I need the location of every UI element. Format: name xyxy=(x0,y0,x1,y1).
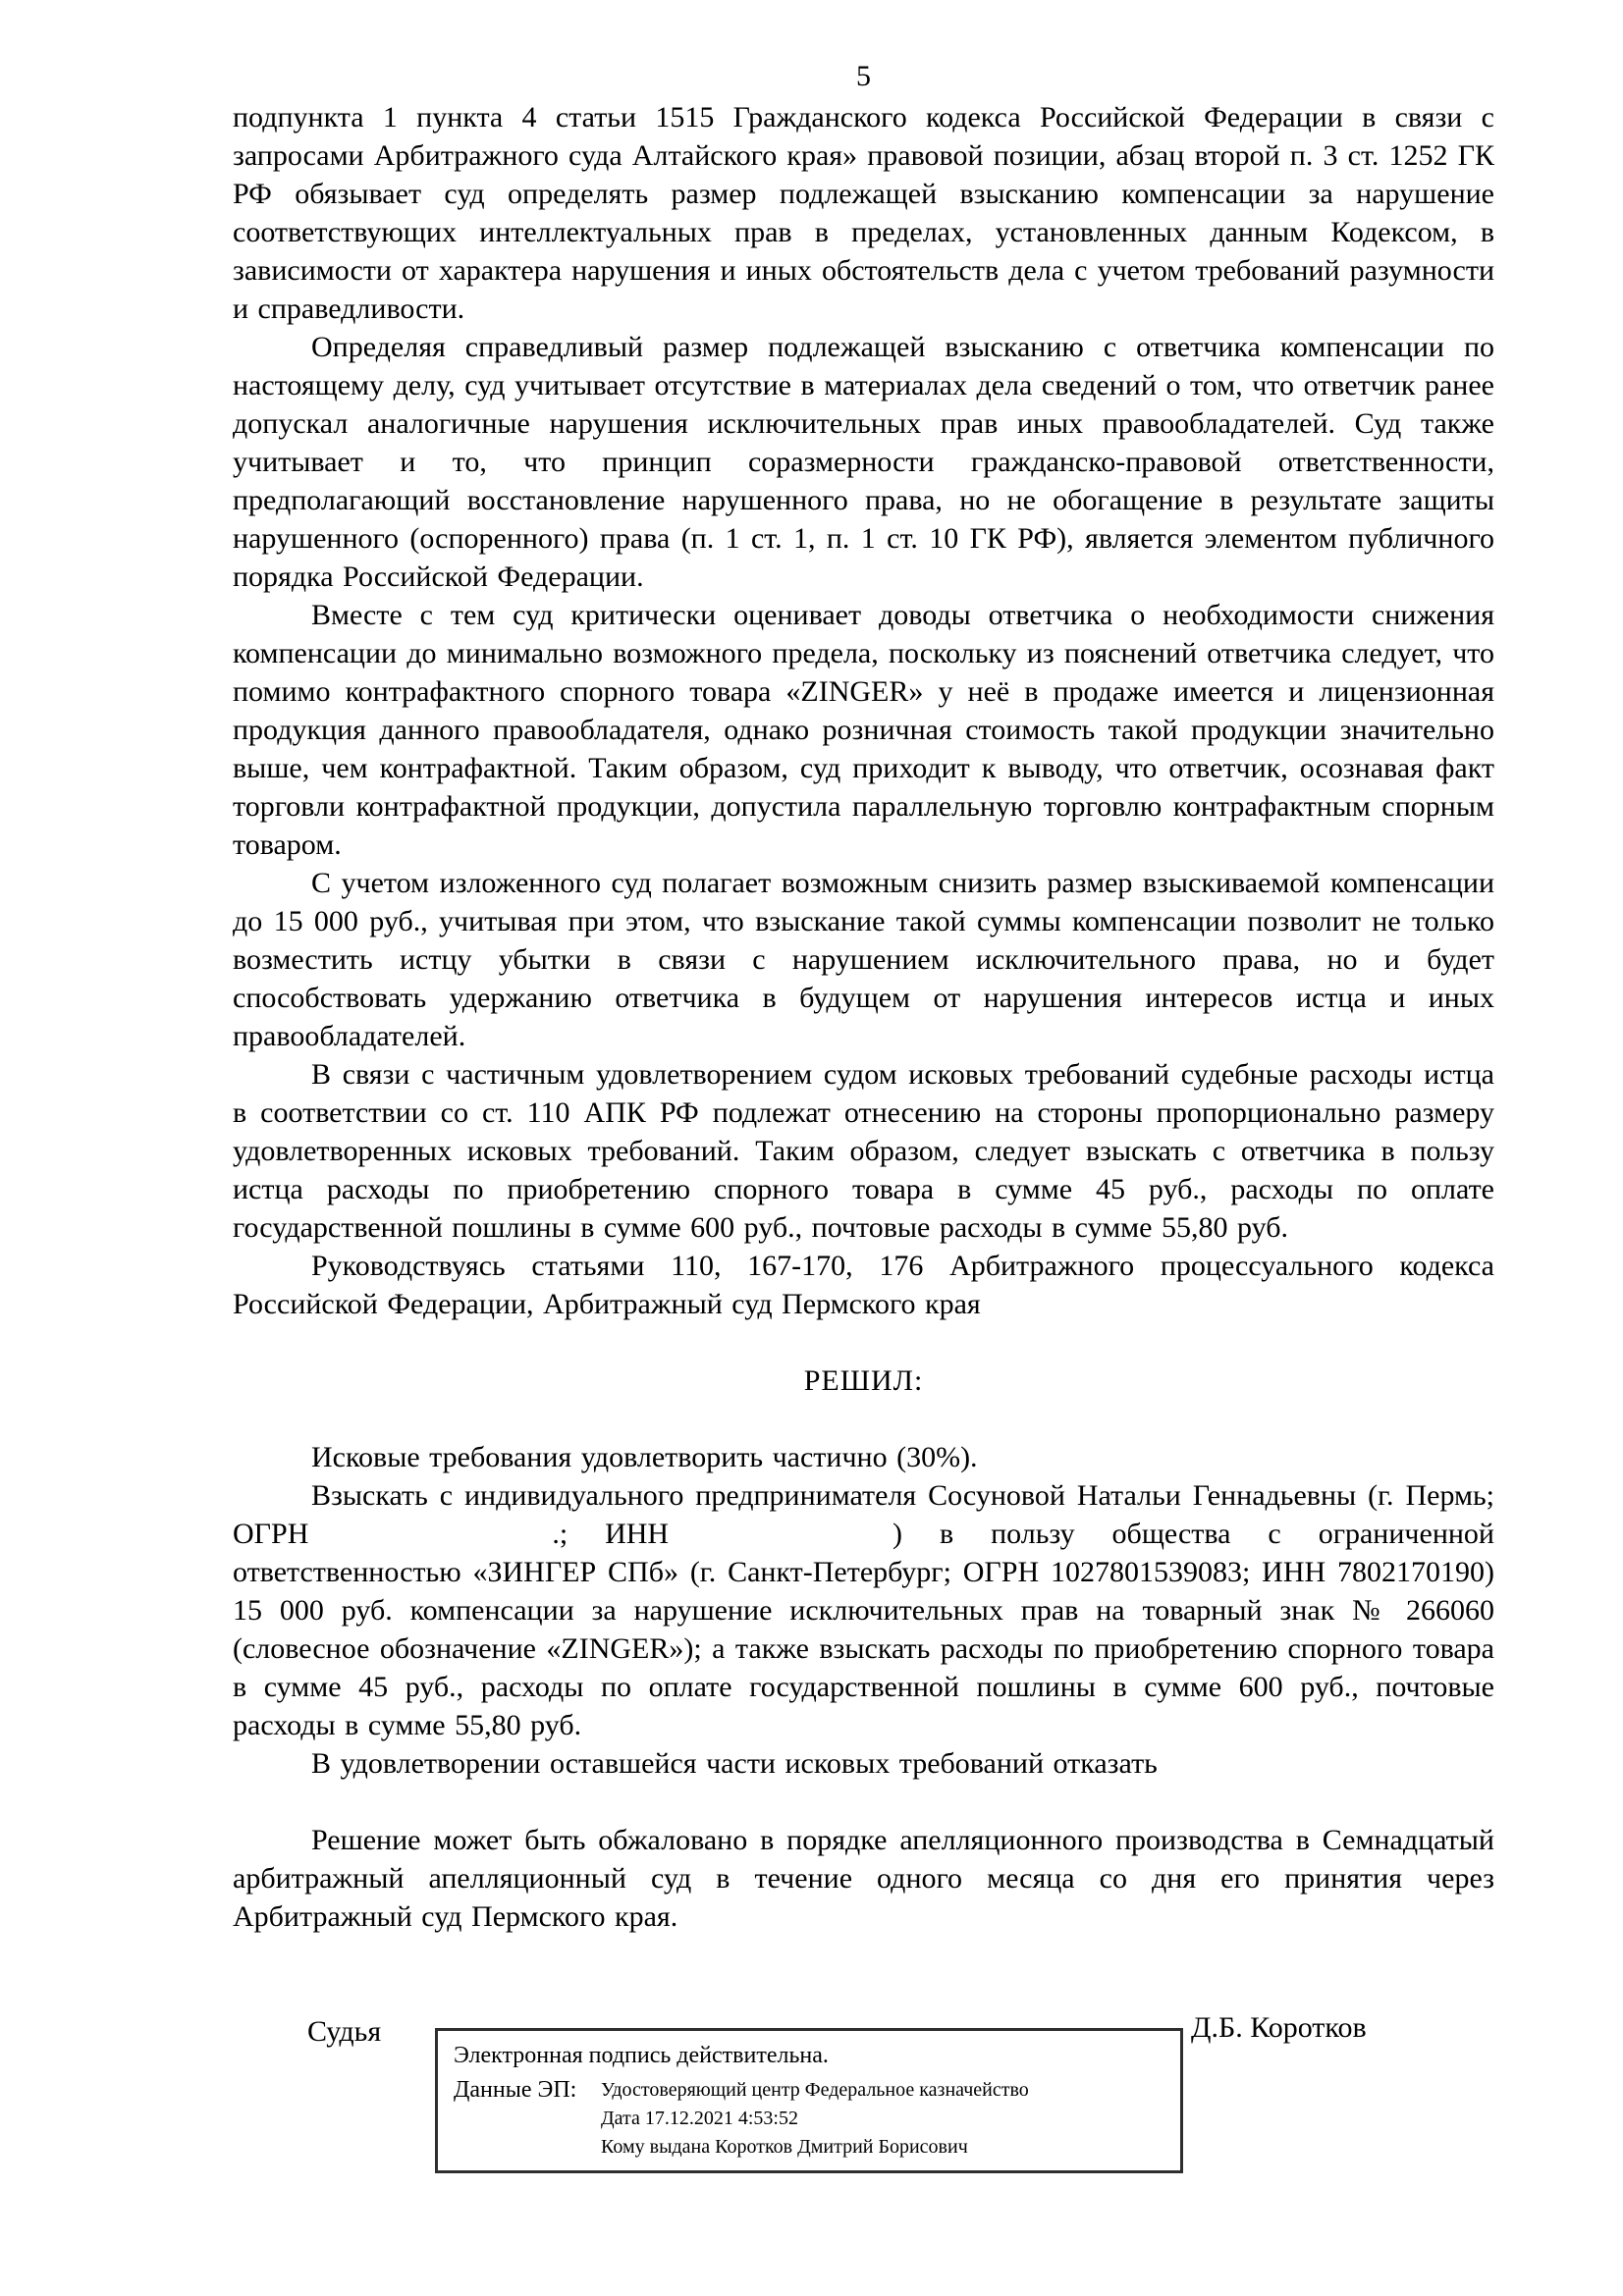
esignature-data-label: Данные ЭП: xyxy=(454,2077,577,2103)
recovery-text-after-inn: ) в пользу общества с ограниченной ответственностью «ЗИНГЕР СПб» (г. Санкт-Петербург; ОГРН 1027801539083; ИНН 7802170190) 15 000 руб. компенсации за нарушение исключительных прав на товарный знак № 266060 (словесное обозначение «ZINGER»); а также взыскать расходы по приобретению спорного товара в сумме 45 руб., расходы по оплате государственной пошлины в сумме 600 руб., почтовые расходы в сумме 55,80 руб. xyxy=(233,1518,1494,1741)
esignature-valid-text: Электронная подпись действительна. xyxy=(454,2043,829,2068)
esignature-details xyxy=(601,2076,1029,2162)
redacted-inn-value xyxy=(706,1542,893,1543)
body-paragraph: Определяя справедливый размер подлежащей взысканию с ответчика компенсации по настоящему делу, суд учитывает отсутствие в материалах дела сведений о том, что ответчик ранее допускал аналогичные нарушения исключительных прав иных правообладателей. Суд также учитывает и то, что принцип соразмерности гражданско-правовой ответственности, предполагающий восстановление нарушенного права, но не обогащение в результате защиты нарушенного (оспоренного) права (п. 1 ст. 1, п. 1 ст. 10 ГК РФ), является элементом публичного порядка Российской Федерации. xyxy=(233,331,1494,593)
recovery-text-before-ogrn: Взыскать с индивидуального предпринимателя Сосуновой Натальи Геннадьевны (г. Пермь; ОГРН xyxy=(233,1479,1494,1550)
resolution-item-partial-satisfaction: Исковые требования удовлетворить частично (30%). xyxy=(311,1441,978,1473)
body-paragraph: С учетом изложенного суд полагает возможным снизить размер взыскиваемой компенсации до 15 000 руб., учитывая при этом, что взыскание такой суммы компенсации позволит не только возместить истцу убытки в связи с нарушением исключительного права, но и будет способствовать удержанию ответчика в будущем от нарушения интересов истца и иных правообладателей. xyxy=(233,867,1494,1052)
signature-block xyxy=(233,2012,1494,2189)
resolution-item-denial: В удовлетворении оставшейся части исковых требований отказать xyxy=(311,1747,1158,1780)
esignature-date: Дата 17.12.2021 4:53:52 xyxy=(601,2108,798,2129)
esignature-data-row xyxy=(454,2076,1170,2162)
body-paragraph: Руководствуясь статьями 110, 167-170, 176 Арбитражного процессуального кодекса Российской Федерации, Арбитражный суд Пермского края xyxy=(233,1250,1494,1320)
body-paragraph-continuation: подпункта 1 пункта 4 статьи 1515 Гражданского кодекса Российской Федерации в связи с запросами Арбитражного суда Алтайского края» правовой позиции, абзац второй п. 3 ст. 1252 ГК РФ обязывает суд определять размер подлежащей взысканию компенсации за нарушение соответствующих интеллектуальных прав в пределах, установленных данным Кодексом, в зависимости от характера нарушения и иных обстоятельств дела с учетом требований разумности и справедливости. xyxy=(233,101,1494,325)
esignature-authority: Удостоверяющий центр Федеральное казначейство xyxy=(601,2079,1029,2101)
appeal-paragraph: Решение может быть обжаловано в порядке апелляционного производства в Семнадцатый арбитражный апелляционный суд в течение одного месяца со дня его принятия через Арбитражный суд Пермского края. xyxy=(233,1824,1494,1933)
judge-label: Судья xyxy=(307,2015,382,2048)
body-paragraph: Вместе с тем суд критически оценивает доводы ответчика о необходимости снижения компенсации до минимально возможного предела, поскольку из пояснений ответчика следует, что помимо контрафактного спорного товара «ZINGER» у неё в продаже имеется и лицензионная продукция данного правообладателя, однако розничная стоимость такой продукции значительно выше, чем контрафактной. Таким образом, суд приходит к выводу, что ответчик, осознавая факт торговли контрафактной продукции, допустила параллельную торговлю контрафактным спорным товаром. xyxy=(233,599,1494,861)
judge-name: Д.Б. Коротков xyxy=(1191,2011,1367,2044)
resolution-item-recovery xyxy=(233,1476,1494,1744)
recovery-text-before-inn: .; ИНН xyxy=(552,1518,707,1550)
esignature-stamp xyxy=(435,2028,1183,2173)
redacted-ogrn-value xyxy=(346,1542,552,1543)
page-number: 5 xyxy=(856,60,871,92)
body-paragraph: В связи с частичным удовлетворением судом исковых требований судебные расходы истца в соответствии со ст. 110 АПК РФ подлежат отнесению на стороны пропорционально размеру удовлетворенных исковых требований. Таким образом, следует взыскать с ответчика в пользу истца расходы по приобретению спорного товара в сумме 45 руб., расходы по оплате государственной пошлины в сумме 600 руб., почтовые расходы в сумме 55,80 руб. xyxy=(233,1058,1494,1244)
resolution-heading: РЕШИЛ: xyxy=(803,1364,924,1397)
esignature-issued-to: Кому выдана Коротков Дмитрий Борисович xyxy=(601,2136,968,2158)
document-body xyxy=(233,57,1494,2189)
